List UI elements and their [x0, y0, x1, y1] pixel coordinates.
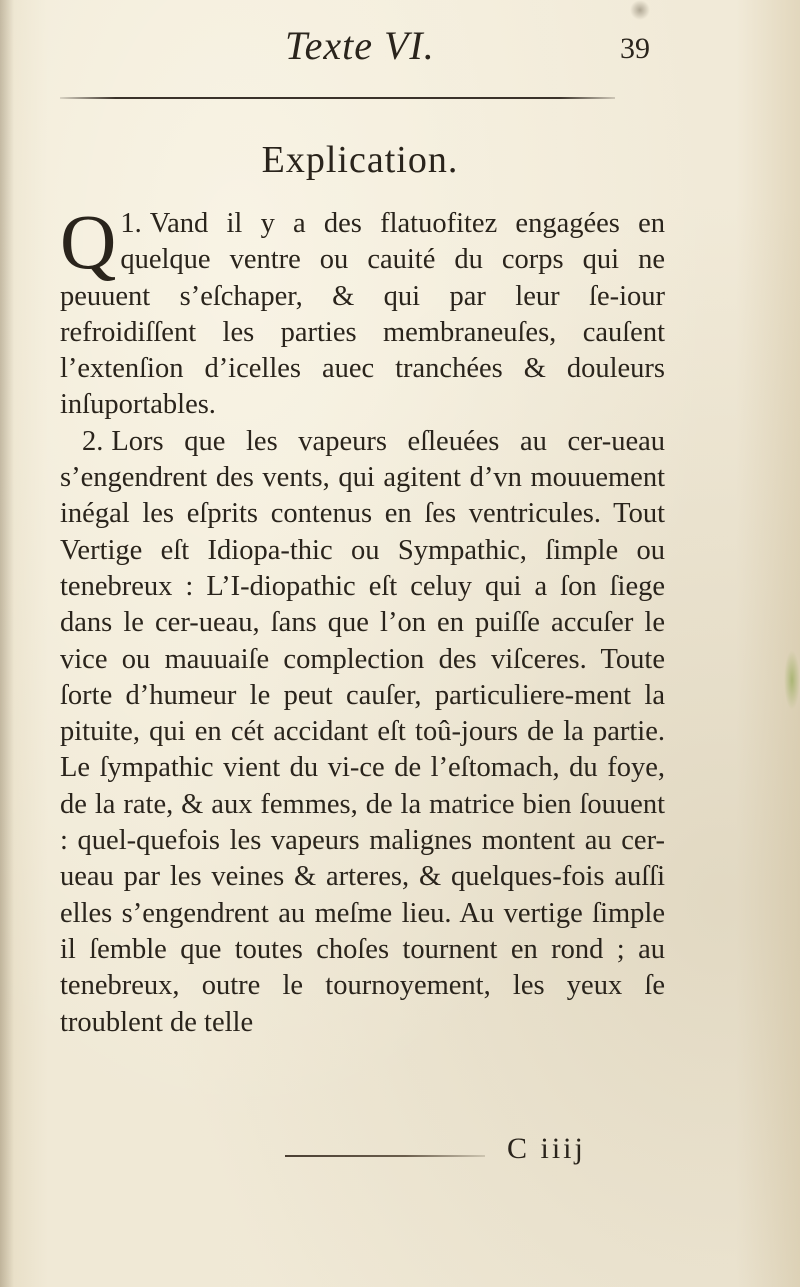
- page-number: 39: [620, 32, 650, 65]
- section-title: Explication.: [261, 139, 459, 181]
- header-rule: [60, 97, 615, 99]
- paragraph-number: 2.: [82, 425, 104, 457]
- footer-ornament: [285, 1155, 485, 1157]
- paper-stain: [630, 0, 650, 20]
- paper-stain: [784, 650, 800, 710]
- signature-mark: C iiij: [507, 1132, 586, 1165]
- page-footer: [285, 1132, 665, 1178]
- spine-shadow: [0, 0, 14, 1287]
- drop-cap: Q: [60, 198, 117, 285]
- paragraph-1: [60, 198, 665, 424]
- paragraph-text: Lors que les vapeurs eſleuées au cer-ueau s’engendrent des vents, qui agitent d’vn mouuement inégal les eſprits contenus en ſes ventricules. Tout Vertige eſt Idiopa-thic ou Sympathic, ſimple ou tenebreux : L’I-diopathic eſt celuy qui a ſon ſiege dans le cer-ueau, ſans que l’on en puiſſe accuſer le vice ou mauuaiſe complection des viſceres. Toute ſorte d’humeur le peut cauſer, particuliere-ment la pituite, qui en cét accidant eſt toû-jours de la partie. Le ſympathic vient du vi-ce de l’eſtomach, du foye, de la rate, & aux femmes, de la matrice bien ſouuent : quel-quefois les vapeurs malignes montent au cer-ueau par les veines & arteres, & quelques-fois auſſi elles s’engendrent au meſme lieu. Au vertige ſimple il ſemble que toutes choſes tournent en rond ; au tenebreux, outre le tournoyement, les yeux ſe troublent de telle: [60, 425, 665, 1038]
- running-title: Texte VI.: [285, 23, 435, 68]
- body-text: [60, 198, 665, 1041]
- paragraph-number: 1.: [120, 208, 142, 239]
- page-header: [60, 22, 660, 72]
- paragraph-2: [60, 424, 665, 1041]
- paragraph-text: Vand il y a des flatuofitez engagées en quelque ventre ou cauité du corps qui ne peuuent s’eſchaper, & qui par leur ſe-iour refroidiſſent les parties membraneuſes, cauſent l’extenſion d’icelles auec tranchées & douleurs inſuportables.: [60, 208, 665, 421]
